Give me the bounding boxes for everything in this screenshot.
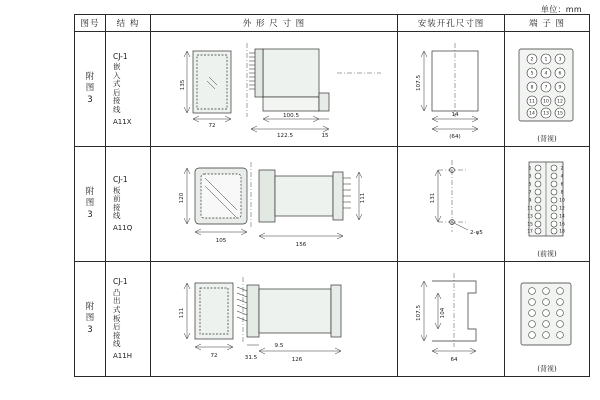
terminal-drawing-cell-3 — [505, 262, 590, 377]
fig-no-line3: 3 — [87, 94, 93, 105]
header-mounting-hole: 安装开孔尺寸图 — [398, 15, 505, 32]
svg-text:11: 11 — [527, 206, 533, 212]
unit-note: 单位：mm — [540, 5, 582, 14]
structure-description — [113, 289, 150, 349]
terminal-drawing-2 — [505, 154, 587, 254]
svg-text:15: 15 — [527, 222, 533, 228]
table-header-row — [75, 15, 590, 32]
mounting-drawing-2 — [398, 148, 502, 260]
svg-text:2: 2 — [560, 166, 564, 172]
structure-cell-2 — [106, 147, 151, 262]
svg-text:9: 9 — [528, 198, 532, 204]
terminal-caption-1: (背视) — [537, 135, 557, 143]
svg-text:12: 12 — [559, 206, 565, 212]
mounting-drawing-cell-3 — [398, 262, 505, 377]
dim-135: 135 — [180, 79, 186, 91]
table-row — [75, 147, 590, 262]
dim-15: 15 — [321, 133, 329, 139]
fig-no-line1: 附 — [85, 71, 95, 82]
mount-dim-64: (64) — [449, 134, 461, 140]
svg-text:3: 3 — [558, 57, 562, 63]
mount-dim-2-phi5: 2-φ5 — [470, 230, 483, 236]
structure-description-text: 板前接线 — [113, 185, 121, 221]
header-outline-dimensions: 外 形 尺 寸 图 — [151, 15, 398, 32]
svg-text:8: 8 — [560, 190, 564, 196]
dim-100-5: 100.5 — [282, 113, 300, 119]
outline-drawing-1 — [151, 33, 395, 145]
structure-code: A11H — [113, 352, 132, 360]
table-row — [75, 262, 590, 377]
header-terminal: 端 子 图 — [505, 15, 590, 32]
svg-text:17: 17 — [527, 229, 533, 235]
svg-text:7: 7 — [544, 85, 548, 91]
mount-dim-107-5: 107.5 — [416, 304, 422, 322]
dim-122-5: 122.5 — [276, 133, 294, 139]
structure-code: A11X — [113, 117, 132, 126]
svg-text:14: 14 — [559, 214, 565, 220]
mounting-drawing-cell-2 — [398, 147, 505, 262]
svg-text:8: 8 — [530, 85, 534, 91]
svg-text:1: 1 — [544, 57, 548, 63]
header-structure: 结 构 — [106, 15, 151, 32]
dim-156: 156 — [295, 242, 307, 248]
dim-9-5: 9.5 — [274, 343, 284, 349]
fig-no-cell-1 — [75, 32, 106, 147]
svg-text:6: 6 — [560, 182, 564, 188]
fig-no-line2: 图 — [85, 313, 95, 324]
dim-72: 72 — [210, 353, 218, 359]
svg-text:4: 4 — [560, 174, 564, 180]
svg-text:6: 6 — [558, 71, 562, 77]
fig-no-line1: 附 — [85, 186, 95, 197]
mounting-drawing-cell-1 — [398, 32, 505, 147]
structure-model: CJ-1 — [113, 51, 128, 61]
mount-dim-107-5: 107.5 — [416, 74, 422, 92]
mount-dim-131: 131 — [430, 192, 436, 204]
svg-text:13: 13 — [527, 214, 533, 220]
fig-no-line2: 图 — [85, 83, 95, 94]
structure-model: CJ-1 — [113, 175, 128, 185]
structure-description — [113, 63, 150, 115]
mount-dim-14: 14 — [451, 112, 459, 118]
specification-table — [74, 14, 590, 377]
svg-text:14: 14 — [529, 111, 535, 117]
structure-description — [113, 187, 150, 222]
svg-text:11: 11 — [529, 99, 535, 105]
fig-no-line3: 3 — [87, 209, 93, 220]
svg-text:2: 2 — [530, 57, 534, 63]
terminal-drawing-cell-2 — [505, 147, 590, 262]
fig-no-line3: 3 — [87, 324, 93, 335]
structure-description-text: 凸出式板后接线 — [113, 287, 121, 349]
mounting-drawing-1 — [398, 33, 502, 145]
fig-no-cell-3 — [75, 262, 106, 377]
outline-drawing-cell-2 — [151, 147, 398, 262]
svg-text:1: 1 — [528, 166, 532, 172]
dim-126: 126 — [291, 357, 303, 363]
svg-text:13: 13 — [543, 111, 549, 117]
structure-code: A11Q — [113, 224, 133, 233]
svg-text:10: 10 — [559, 198, 565, 204]
fig-no-line1: 附 — [85, 301, 95, 312]
dim-120: 120 — [179, 192, 185, 204]
svg-text:7: 7 — [528, 190, 532, 196]
outline-drawing-2 — [151, 148, 395, 260]
svg-text:5: 5 — [530, 71, 534, 77]
fig-no-line2: 图 — [85, 198, 95, 209]
structure-cell-1 — [106, 32, 151, 147]
outline-drawing-3 — [151, 263, 395, 375]
svg-text:12: 12 — [557, 99, 563, 105]
terminal-caption-2: (前视) — [537, 250, 557, 258]
structure-description-text: 嵌入式后接线 — [113, 61, 121, 115]
mount-dim-104: 104 — [440, 307, 446, 319]
svg-text:15: 15 — [557, 111, 563, 117]
dim-105: 105 — [215, 238, 227, 244]
terminal-drawing-cell-1 — [505, 32, 590, 147]
fig-no-cell-2 — [75, 147, 106, 262]
dim-111: 111 — [360, 192, 366, 204]
svg-text:18: 18 — [559, 229, 565, 235]
outline-drawing-cell-1 — [151, 32, 398, 147]
terminal-caption-3: (背视) — [537, 365, 557, 373]
terminal-drawing-1 — [505, 39, 587, 139]
outline-drawing-cell-3 — [151, 262, 398, 377]
svg-text:9: 9 — [558, 85, 562, 91]
dim-111: 111 — [179, 307, 185, 319]
svg-text:16: 16 — [559, 222, 565, 228]
svg-text:10: 10 — [543, 99, 549, 105]
dim-31-5: 31.5 — [244, 355, 258, 361]
mounting-drawing-3 — [398, 263, 502, 375]
header-fig-no: 图号 — [75, 15, 106, 32]
structure-model: CJ-1 — [113, 277, 128, 287]
dim-72: 72 — [208, 123, 216, 129]
terminal-drawing-3 — [505, 269, 587, 369]
structure-cell-3 — [106, 262, 151, 377]
mount-dim-64: 64 — [450, 357, 458, 363]
table-row — [75, 32, 590, 147]
svg-text:5: 5 — [528, 182, 532, 188]
svg-text:3: 3 — [528, 174, 532, 180]
svg-text:4: 4 — [544, 71, 548, 77]
